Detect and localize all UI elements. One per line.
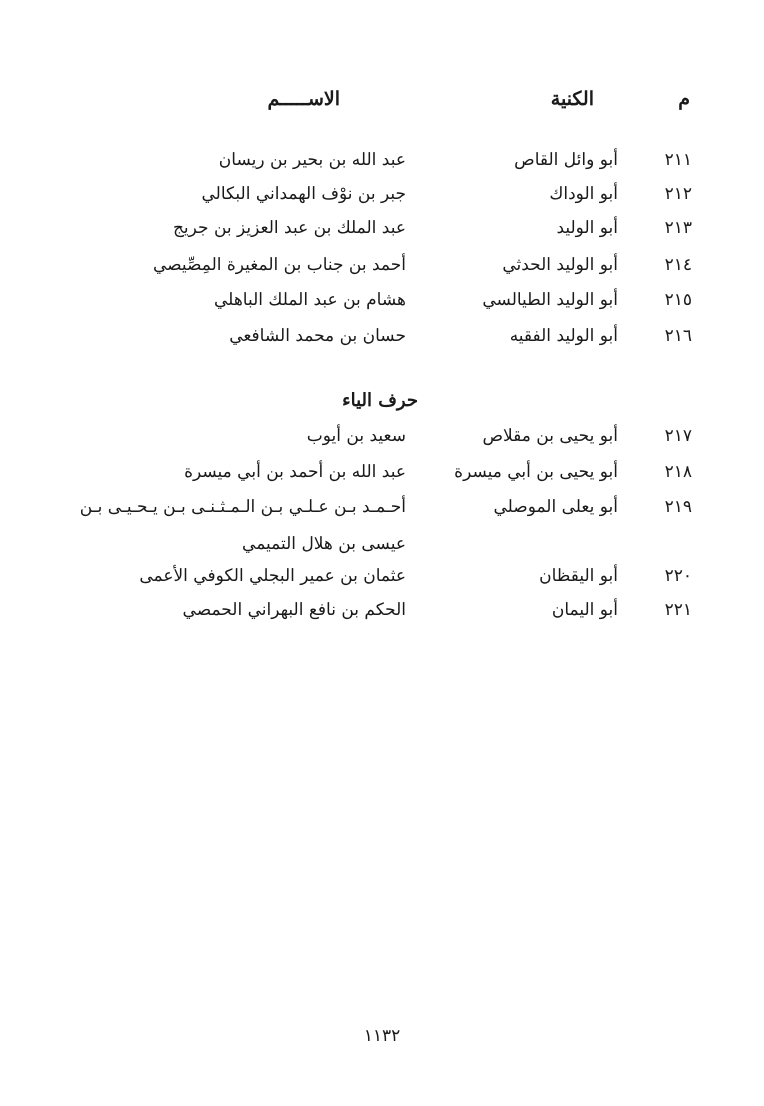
entry-number: ٢١٣ bbox=[664, 218, 692, 238]
table-row bbox=[0, 497, 764, 531]
entry-kunya: أبو الوليد الطيالسي bbox=[482, 290, 618, 310]
entry-name: أحـمـد بـن عـلـي بـن الـمـثـنـى بـن يـحـيـى بـن bbox=[79, 497, 406, 517]
entry-kunya: أبو يحيى بن مقلاص bbox=[482, 426, 618, 446]
table-row bbox=[0, 326, 764, 360]
entry-kunya: أبو الوداك bbox=[549, 184, 618, 204]
entry-name: جبر بن نوْف الهمداني البكالي bbox=[201, 184, 406, 204]
section-title: حرف الياء bbox=[342, 390, 418, 411]
entry-kunya: أبو يعلى الموصلي bbox=[493, 497, 618, 517]
table-row bbox=[0, 426, 764, 460]
entry-name: عبد الله بن أحمد بن أبي ميسرة bbox=[184, 462, 406, 482]
entry-number: ٢١١ bbox=[664, 150, 692, 170]
entry-name: عبد الله بن بحير بن ريسان bbox=[218, 150, 406, 170]
entry-kunya: أبو وائل القاص bbox=[514, 150, 618, 170]
entry-name: حسان بن محمد الشافعي bbox=[229, 326, 406, 346]
entry-kunya: أبو الوليد الفقيه bbox=[509, 326, 618, 346]
table-row bbox=[0, 255, 764, 289]
entry-number: ٢١٧ bbox=[664, 426, 692, 446]
entry-kunya: أبو اليقظان bbox=[539, 566, 618, 586]
entry-name: أحمد بن جناب بن المغيرة المِصِّيصي bbox=[152, 255, 406, 275]
entry-kunya: أبو يحيى بن أبي ميسرة bbox=[454, 462, 618, 482]
entry-kunya: أبو الوليد الحدثي bbox=[502, 255, 618, 275]
entry-number: ٢١٢ bbox=[664, 184, 692, 204]
entry-kunya: أبو اليمان bbox=[551, 600, 618, 620]
table-row bbox=[0, 566, 764, 600]
entry-number: ٢١٤ bbox=[664, 255, 692, 275]
table-row bbox=[0, 462, 764, 496]
table-row bbox=[0, 218, 764, 252]
table-row bbox=[0, 184, 764, 218]
entry-name: هشام بن عبد الملك الباهلي bbox=[214, 290, 406, 310]
entry-number: ٢٢٠ bbox=[664, 566, 692, 586]
entry-kunya: أبو الوليد bbox=[556, 218, 618, 238]
column-header-kunya: الكنية bbox=[550, 88, 594, 110]
entry-number: ٢١٦ bbox=[664, 326, 692, 346]
entry-name-continuation: عيسى بن هلال التميمي bbox=[242, 534, 406, 554]
entry-number: ٢١٩ bbox=[664, 497, 692, 517]
table-row bbox=[0, 290, 764, 324]
entry-number: ٢٢١ bbox=[664, 600, 692, 620]
column-header-number: م bbox=[678, 88, 690, 110]
column-header-name: الاســـــم bbox=[267, 88, 340, 110]
entry-name: سعيد بن أيوب bbox=[306, 426, 406, 446]
table-row bbox=[0, 150, 764, 184]
entry-name: عبد الملك بن عبد العزيز بن جريج bbox=[172, 218, 406, 238]
entry-name: عثمان بن عمير البجلي الكوفي الأعمى bbox=[139, 566, 406, 586]
entry-number: ٢١٨ bbox=[664, 462, 692, 482]
entry-name: الحكم بن نافع البهراني الحمصي bbox=[182, 600, 406, 620]
entry-number: ٢١٥ bbox=[664, 290, 692, 310]
table-row bbox=[0, 600, 764, 634]
page-number: ١١٣٢ bbox=[363, 1026, 401, 1046]
